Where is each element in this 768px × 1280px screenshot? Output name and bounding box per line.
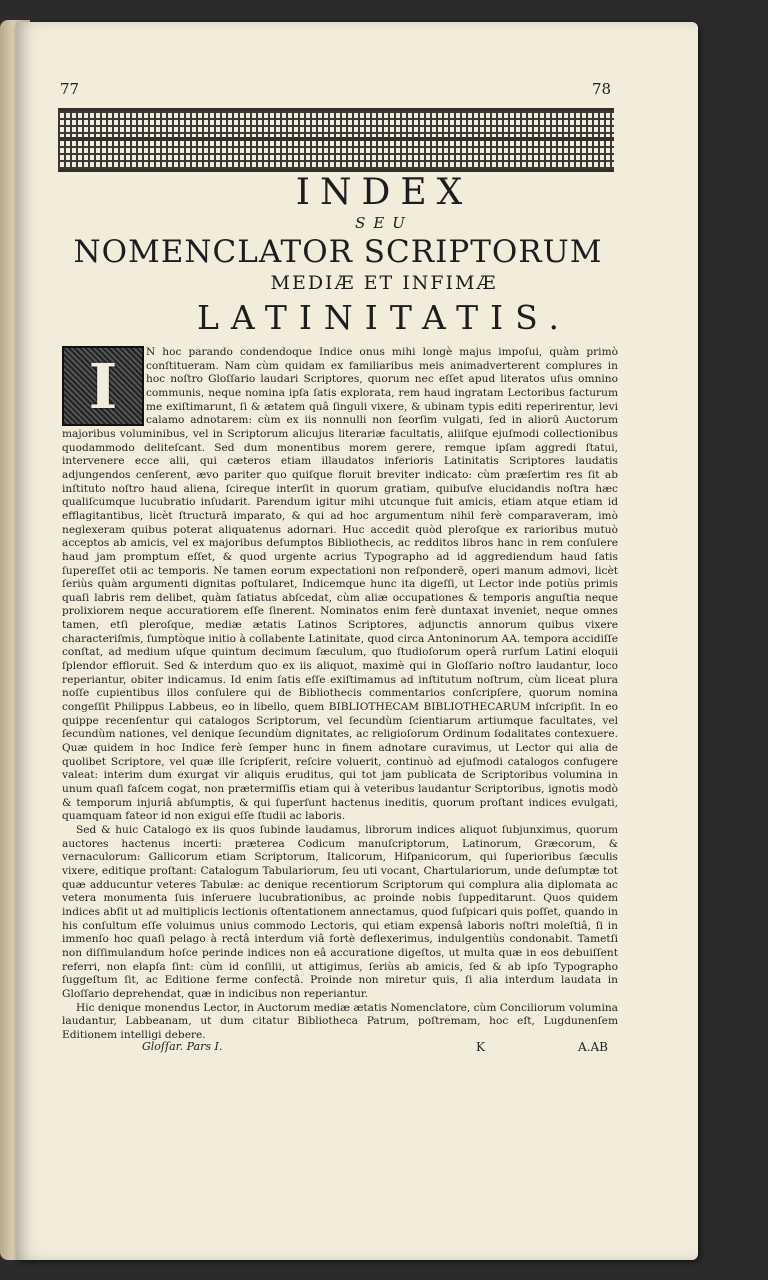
footer-catchword: A.AB <box>578 1040 608 1054</box>
decorated-initial <box>62 346 144 426</box>
footer-glossary-part: Gloſſar. Pars I. <box>142 1040 223 1053</box>
title-latinitatis: LATINITATIS. <box>196 298 572 337</box>
paragraph-3: Hic denique monendus Lector, in Auctorum mediæ ætatis Nomenclatore, cùm Conciliorum volumina laudantur, Labbeanam, ut dum citatur Bibliotheca Patrum, poſtremam, hoc eſt, Lugdunenſem Editionem intelligi debere. <box>62 1001 618 1041</box>
footer-signature-mark: K <box>476 1040 485 1054</box>
paragraph-2: Sed & huic Catalogo ex iis quos ſubinde laudamus, librorum indices aliquot ſubjunximus, quorum auctores hactenus incerti: præterea Codicum manuſcriptorum, Latinorum, Græcorum, & vernaculorum: Gallicorum etiam Scriptorum, Italicorum, Hiſpanicorum, qui ſuperioribus ſæculis vixere, editique proſtant: Catalogum Tabulariorum, ſeu uti vocant, Chartulariorum, unde deſumptæ tot quæ adducuntur veteres Tabulæ: ac denique recentiorum Scriptorum qui complura alia diplomata ac vetera monumenta ſuis inſeruere lucubrationibus, ac proinde nobis ſuppeditarunt. Quos quidem indices abſit ut ad multiplicis lectionis oſtentationem annectamus, quod ſuſpicari quis poſſet, quando in his conſultum eſſe voluimus unius commodo Lectoris, qui etiam expensâ laboris noſtri moleſtiâ, ſi in immenſo hoc quaſi pelago à rectâ interdum viâ fortè deflexerimus, indulgentiùs condonabit. Tametſi non diſſimulandum hoſce perinde indices non eâ accuratione digeſtos, ut multa quæ in eos debuiſſent referri, non elapſa ſint: cùm id conſilii, ut attigimus, ſeriùs ab amicis, ſed & ab ipſo Typographo ſuggeſtum ſit, ac Editione ferme confectâ. Proinde non miretur quis, ſi alia interdum laudata in Gloſſario deprehendat, quæ in indicibus non reperiantur. <box>62 823 618 1000</box>
page-number-left: 77 <box>60 80 80 98</box>
body-text <box>62 346 618 1042</box>
title-index: INDEX <box>295 172 473 213</box>
ornamental-header-band <box>58 108 614 172</box>
page-number-right: 78 <box>592 80 612 98</box>
title-seu: SEU <box>355 214 413 232</box>
title-nomenclator: NOMENCLATOR SCRIPTORUM <box>73 234 603 270</box>
paragraph-1: N hoc parando condendoque Indice onus mihi longè majus impoſui, quàm primò conſtitueram. Nam cùm quidam ex familiaribus meis animadverterent complures in hoc noſtro Gloſſario laudari Scriptores, quorum nec eſſet apud literatos uſus omnino communis, neque nomina ipſa ſatis explorata, rem haud ingratam Lectoribus facturum me exiſtimarunt, ſi & ætatem quâ ſinguli vixere, & ubinam typis editi reperirentur, levi calamo adnotarem: cùm ex iis nonnulli non ſeorſim vulgati, ſed in aliorū Auctorum majoribus voluminibus, vel in Scriptorum alicujus literariæ facultatis, aliiſque ejuſmodi collectionibus quodammodo deliteſcant. Sed dum monentibus morem gerere, remque ipſam aggredi ſtatui, intervenere ecce alii, qui cæteros etiam illaudatos inferioris Latinitatis Scriptores laudatis adjungendos cenſerent, ævo pariter quo quiſque floruit breviter indicato: cùm præſertim res ſit ab inſtituto noſtro haud aliena, ſcireque interſit in quorum gratiam, quibuſve elucidandis noſtra hæc qualiſcumque lucubratio inſudarit. Parendum igitur mihi utcunque fuit amicis, etiam atque etiam id efflagitantibus, licèt ſtructurā imparato, & qui ad hoc argumentum nihil ferè comparaveram, imò neglexeram quibus poterat aliquatenus adornari. Huc accedit quòd pleroſque ex rarioribus mutuò acceptos ab amicis, vel ex majoribus deſumptos Bibliothecis, ac redditos libros hanc in rem conſulere haud jam promptum eſſet, & quod urgente acrius Typographo ad id aggrediendum haud ſatis ſupereſſet otii ac temporis. Ne tamen eorum expectationi non reſponderē, operi manum admovi, licèt ſeriùs quàm argumenti dignitas poſtularet, Indicemque hunc ita digeſſi, ut Lector inde potiùs primis quaſi labris rem delibet, quàm ſatiatus abſcedat, cùm aliæ occupationes & temporis anguſtia neque prolixiorem neque accuratiorem eſſe ſinerent. Nominatos enim ferè duntaxat inveniet, neque omnes tamen, etſi pleroſque, mediæ ætatis Latinos Scriptores, adjunctis annorum quibus vixere characteriſmis, ſumptòque initio à collabente Latinitate, quod circa Antoninorum AA. tempora accidiſſe conſtat, ad medium uſque quintum decimum ſæculum, quo ſtudioſorum operâ rurſum Latini eloquii ſplendor effloruit. Sed & interdum quo ex iis aliquot, maximè qui in Gloſſario noſtro laudantur, loco reperiantur, obiter indicamus. Id enim ſatis eſſe exiſtimamus ad inſtitutum noſtrum, cùm liceat plura noſſe cupientibus illos conſulere qui de Bibliothecis commentarios conſcripſere, quorum nomina congeſſit Philippus Labbeus, eo in libello, quem BIBLIOTHECAM BIBLIOTHECARUM inſcripſit. In eo quippe recenſentur qui catalogos Scriptorum, vel ſecundùm ſcientiarum artiumque facultates, vel ſecundùm nationes, vel denique ſecundùm dignitates, ac religioſorum Ordinum ſodalitates contexuere. Quæ quidem in hoc Indice ferè ſemper hunc in finem adnotare curavimus, ut Lector qui alia de quolibet Scriptore, vel quæ ille ſcripſerit, reſcire voluerit, continuò ad ejuſmodi catalogos confugere valeat: interim dum exurgat vir aliquis eruditus, qui tot jam publicata de Scriptoribus volumina in unum quaſi faſcem cogat, non prætermiſſis etiam qui à veteribus laudantur Scriptoribus, ignotis modò & temporum injuriâ abſumptis, & qui ſuperſunt hactenus ineditis, quorum proſtant indices evulgati, quamquam fateor id non exigui eſſe ſtudii ac laboris. <box>62 346 618 823</box>
decorated-initial-letter: I <box>88 350 118 423</box>
title-mediae: MEDIÆ ET INFIMÆ <box>270 272 498 294</box>
